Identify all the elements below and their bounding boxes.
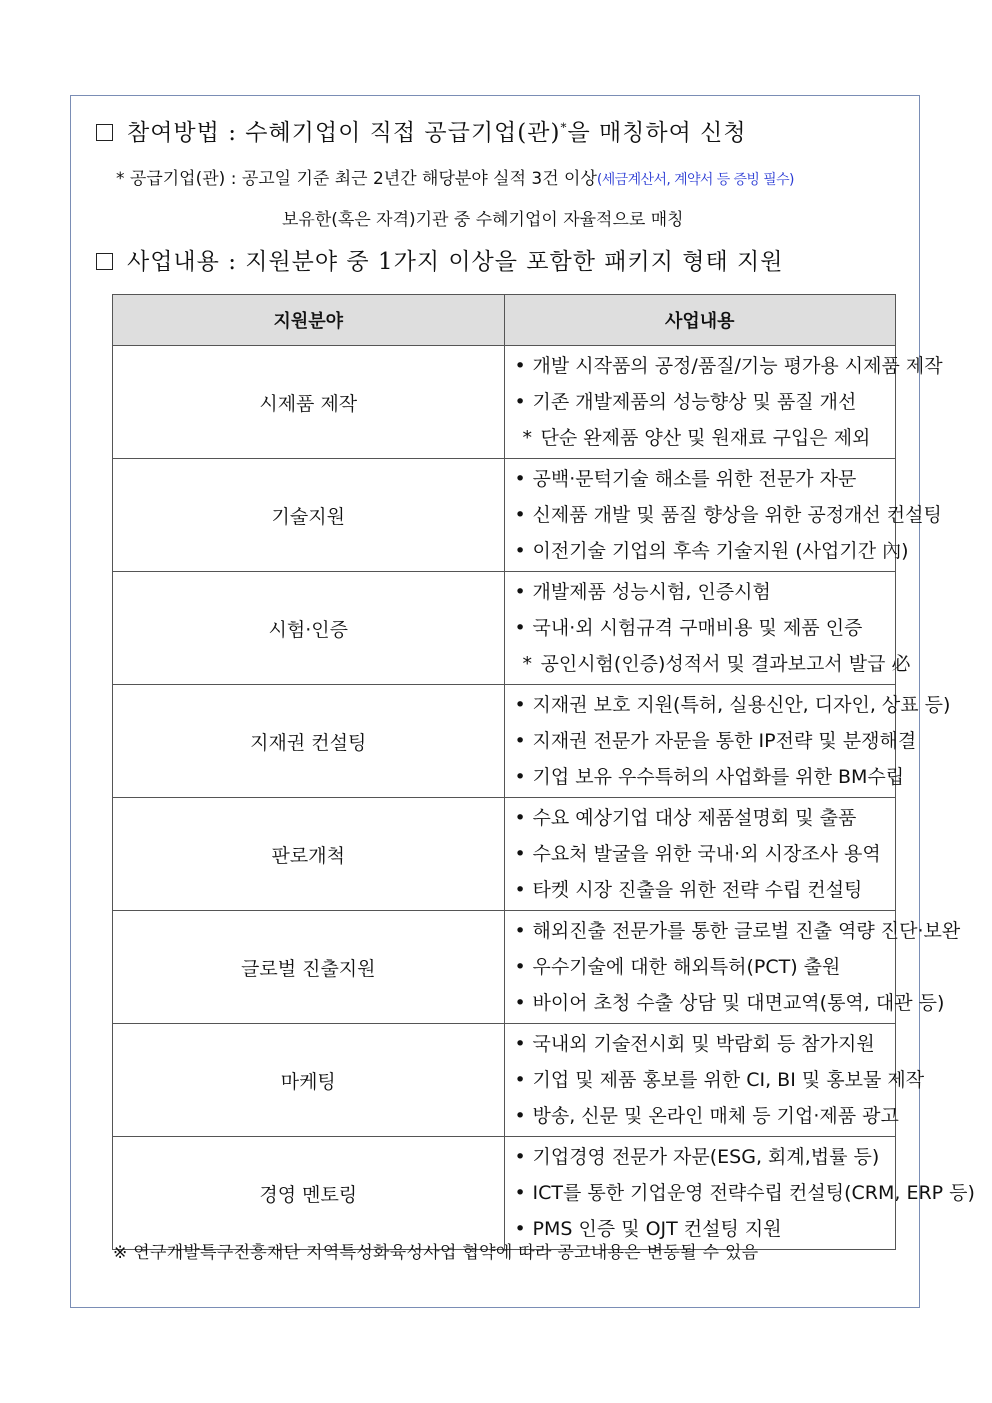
list-item-text: 타켓 시장 진출을 위한 전략 수립 컨설팅 [532, 879, 863, 901]
bullet-icon: • [514, 504, 526, 526]
bullet-icon: • [514, 956, 526, 978]
table-header-row [113, 295, 896, 346]
bullet-icon: • [514, 1033, 526, 1055]
list-item [515, 949, 896, 985]
list-item [515, 872, 896, 908]
section-text-after: 을 매칭하여 신청 [567, 120, 747, 146]
list-item [515, 610, 896, 646]
note-mark: * [522, 653, 532, 675]
business-content-cell [504, 911, 961, 1024]
list-item [514, 1062, 925, 1098]
list-item-text: 개발 시작품의 공정/품질/기능 평가용 시제품 제작 [532, 355, 943, 377]
business-content-cell [504, 685, 951, 798]
list-item-text: 우수기술에 대한 해외특허(PCT) 출원 [532, 956, 841, 978]
sub-note-text: 단순 완제품 양산 및 원재료 구입은 제외 [540, 427, 871, 449]
bullet-icon: • [514, 730, 526, 752]
list-item [514, 723, 917, 759]
bullet-icon: • [514, 1069, 526, 1091]
table-row [113, 685, 896, 798]
support-field-cell: 기술지원 [113, 459, 505, 572]
bullet-icon: • [514, 540, 526, 562]
separator: : [228, 249, 237, 275]
note-label: 공급기업(관) [129, 169, 226, 189]
table-row [113, 572, 896, 685]
business-content-cell [504, 798, 896, 911]
section-participation-method [96, 114, 747, 147]
list-item-text: 공백·문턱기술 해소를 위한 전문가 자문 [532, 468, 857, 490]
list-item [515, 1026, 896, 1062]
section-text: 지원분야 중 1가지 이상을 포함한 패키지 형태 지원 [245, 249, 784, 275]
list-item-text: 기업경영 전문가 자문(ESG, 회계,법률 등) [532, 1146, 880, 1168]
list-item [514, 533, 909, 569]
separator: : [230, 169, 237, 189]
bullet-icon: • [514, 879, 526, 901]
list-item [515, 836, 896, 872]
list-item [514, 497, 942, 533]
list-item [515, 574, 896, 610]
bullet-icon: • [514, 766, 526, 788]
bullet-icon: • [514, 694, 526, 716]
list-item [514, 759, 905, 795]
list-item [514, 1175, 975, 1211]
table-row [113, 346, 896, 459]
table-row [113, 911, 896, 1024]
support-field-cell: 마케팅 [113, 1024, 505, 1137]
support-table [112, 294, 975, 1250]
section-business-content [96, 243, 783, 276]
list-item-text: 해외진출 전문가를 통한 글로벌 진출 역량 진단·보완 [532, 920, 961, 942]
note-mark: * [522, 427, 532, 449]
list-item-text: 수요처 발굴을 위한 국내·외 시장조사 용역 [532, 843, 881, 865]
bullet-icon: • [514, 992, 526, 1014]
sub-note [515, 420, 896, 456]
evidence-note: (세금계산서, 계약서 등 증빙 필수) [596, 172, 794, 188]
list-item-text: 방송, 신문 및 온라인 매체 등 기업·제품 광고 [532, 1105, 899, 1127]
sub-note [515, 646, 911, 682]
bullet-icon: • [514, 1182, 526, 1204]
bullet-icon: • [514, 843, 526, 865]
checkbox-square-icon [96, 253, 113, 270]
sub-note-text: 공인시험(인증)성적서 및 결과보고서 발급 必 [540, 653, 911, 675]
list-item-text: 기업 및 제품 홍보를 위한 CI, BI 및 홍보물 제작 [532, 1069, 925, 1091]
checkbox-square-icon [96, 124, 113, 141]
list-item-text: PMS 인증 및 OJT 컨설팅 지원 [532, 1218, 782, 1240]
support-field-cell: 판로개척 [113, 798, 505, 911]
list-item [514, 913, 961, 949]
note-mark: * [116, 169, 125, 189]
list-item-text: 수요 예상기업 대상 제품설명회 및 출품 [532, 807, 857, 829]
table-row [113, 1137, 896, 1250]
list-item-text: 이전기술 기업의 후속 기술지원 (사업기간 內) [532, 540, 909, 562]
business-content-cell [504, 459, 942, 572]
list-item-text: 국내·외 시험규격 구매비용 및 제품 인증 [532, 617, 863, 639]
list-item-text: ICT를 통한 기업운영 전략수립 컨설팅(CRM, ERP 등) [532, 1182, 975, 1204]
list-item-text: 국내외 기술전시회 및 박람회 등 참가지원 [532, 1033, 875, 1055]
supplier-note [116, 164, 794, 189]
section-label: 참여방법 [127, 120, 220, 146]
business-content-cell [504, 1137, 975, 1250]
list-item [514, 687, 951, 723]
header-support-field: 지원분야 [113, 295, 505, 346]
bullet-icon: • [514, 1105, 526, 1127]
business-content-cell [504, 572, 911, 685]
list-item-text: 기업 보유 우수특허의 사업화를 위한 BM수립 [532, 766, 905, 788]
bullet-icon: • [514, 581, 526, 603]
list-item-text: 신제품 개발 및 품질 향상을 위한 공정개선 컨설팅 [532, 504, 942, 526]
bullet-icon: • [514, 468, 526, 490]
table-row [113, 798, 896, 911]
list-item [515, 800, 896, 836]
list-item [514, 985, 945, 1021]
bullet-icon: • [514, 1146, 526, 1168]
table-row [113, 459, 896, 572]
support-field-cell: 지재권 컨설팅 [113, 685, 505, 798]
list-item-text: 지재권 보호 지원(특허, 실용신안, 디자인, 상표 등) [532, 694, 951, 716]
footer-note: ※ 연구개발특구진흥재단 지역특성화육성사업 협약에 따라 공고내용은 변동될 수 있음 [113, 1243, 759, 1263]
list-item [515, 1139, 896, 1175]
table-row [113, 1024, 896, 1137]
note-text: 공고일 기준 최근 2년간 해당분야 실적 3건 이상 [241, 169, 597, 189]
support-field-cell: 경영 멘토링 [113, 1137, 505, 1250]
footnote-mark: * [560, 120, 568, 135]
business-content-cell [504, 346, 943, 459]
list-item-text: 개발제품 성능시험, 인증시험 [532, 581, 771, 603]
section-text: 수혜기업이 직접 공급기업(관) [245, 120, 561, 146]
bullet-icon: • [514, 1218, 526, 1240]
bullet-icon: • [514, 391, 526, 413]
bullet-icon: • [514, 355, 526, 377]
support-field-cell: 글로벌 진출지원 [113, 911, 505, 1024]
list-item-text: 바이어 초청 수출 상담 및 대면교역(통역, 대관 등) [532, 992, 945, 1014]
business-content-cell [504, 1024, 925, 1137]
supplier-note-line2: 보유한(혹은 자격)기관 중 수혜기업이 자율적으로 매칭 [282, 210, 684, 230]
section-label: 사업내용 [127, 249, 220, 275]
bullet-icon: • [514, 807, 526, 829]
list-item [514, 1098, 899, 1134]
support-field-cell: 시험·인증 [113, 572, 505, 685]
bullet-icon: • [514, 920, 526, 942]
list-item [515, 384, 896, 420]
list-item-text: 기존 개발제품의 성능향상 및 품질 개선 [532, 391, 857, 413]
header-business-content: 사업내용 [504, 295, 896, 346]
support-field-cell: 시제품 제작 [113, 346, 505, 459]
list-item [514, 348, 943, 384]
separator: : [228, 120, 237, 146]
list-item [515, 461, 896, 497]
bullet-icon: • [514, 617, 526, 639]
list-item-text: 지재권 전문가 자문을 통한 IP전략 및 분쟁해결 [532, 730, 917, 752]
